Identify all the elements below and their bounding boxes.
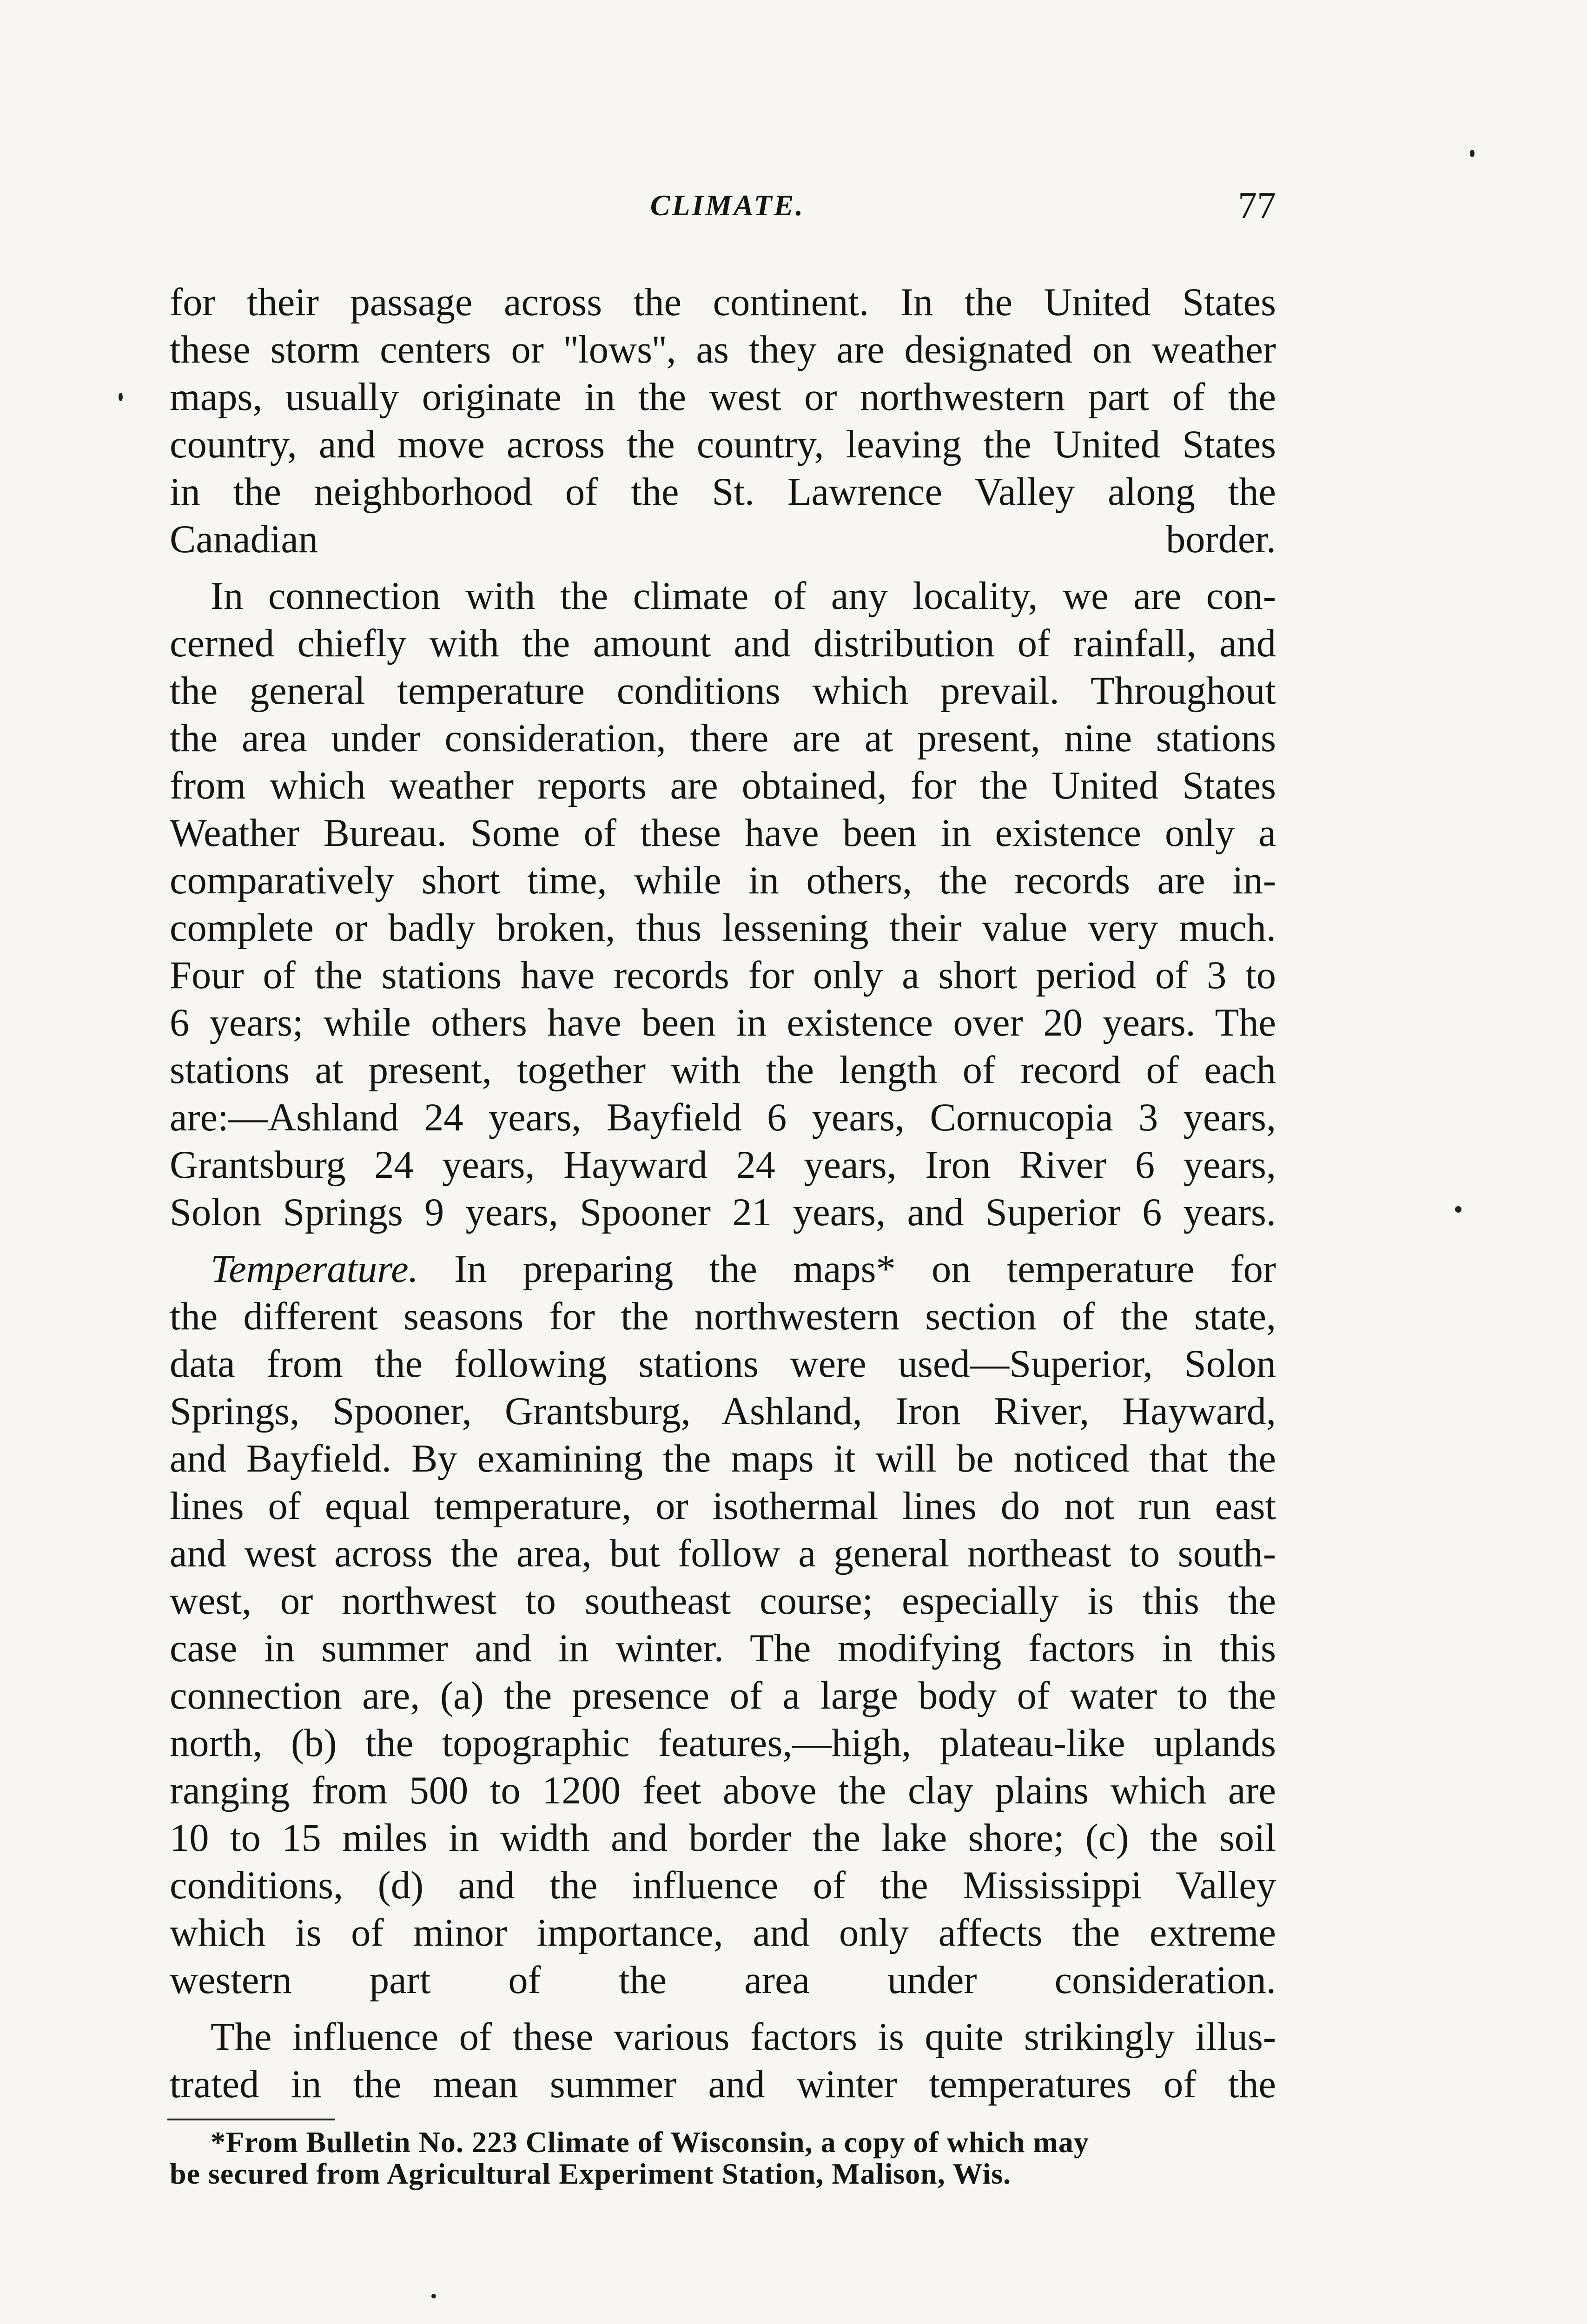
- text-line: connection are, (a) the presence of a large body of water to the: [170, 1674, 1276, 1717]
- paragraph-1: [170, 279, 1276, 563]
- text-line: from which weather reports are obtained, for the United States: [170, 764, 1276, 807]
- text-line: and west across the area, but follow a general northeast to south-: [170, 1532, 1276, 1575]
- text-line: The influence of these various factors is quite strikingly illus-: [211, 2015, 1276, 2059]
- text-line: Grantsburg 24 years, Hayward 24 years, Iron River 6 years,: [170, 1143, 1276, 1187]
- page-number: 77: [1238, 184, 1276, 226]
- text-line: data from the following stations were used—Superior, Solon: [170, 1342, 1276, 1386]
- text-line: are:—Ashland 24 years, Bayfield 6 years, Cornucopia 3 years,: [170, 1096, 1276, 1139]
- body-text: [170, 279, 1276, 2108]
- paragraph-4: [170, 2014, 1276, 2108]
- text-line: west, or northwest to southeast course; especially is this the: [170, 1579, 1276, 1623]
- text-line: the different seasons for the northwestern section of the state,: [170, 1295, 1276, 1338]
- text-line: the area under consideration, there are at present, nine stations: [170, 717, 1276, 760]
- text-line: stations at present, together with the length of record of each: [170, 1049, 1276, 1092]
- text-line: lines of equal temperature, or isothermal lines do not run east: [170, 1485, 1276, 1528]
- footnote-rule: [167, 2119, 335, 2120]
- text-line: the general temperature conditions which prevail. Throughout: [170, 669, 1276, 713]
- text-line: which is of minor importance, and only affects the extreme: [170, 1911, 1276, 1954]
- text-line: country, and move across the country, leaving the United States: [170, 423, 1276, 466]
- print-speck: [1470, 150, 1475, 157]
- text-line: maps, usually originate in the west or northwestern part of the: [170, 376, 1276, 419]
- text-line: Four of the stations have records for only a short period of 3 to: [170, 954, 1276, 997]
- text-line: cerned chiefly with the amount and distribution of rainfall, and: [170, 622, 1276, 665]
- footnote-line: *From Bulletin No. 223 Climate of Wisconsin, a copy of which may: [211, 2126, 1089, 2159]
- paragraph-2: [170, 573, 1276, 1236]
- text-line: western part of the area under consideration.: [170, 1959, 1276, 2002]
- text-line: trated in the mean summer and winter temperatures of the: [170, 2063, 1276, 2106]
- page-header: [170, 184, 1285, 239]
- text-line: 6 years; while others have been in existence over 20 years. The: [170, 1001, 1276, 1044]
- text-line: [170, 1246, 1276, 1293]
- footnote: [170, 2126, 1276, 2190]
- text-line: and Bayfield. By examining the maps it will be noticed that the: [170, 1437, 1276, 1480]
- footnote-line: be secured from Agricultural Experiment Station, Malison, Wis.: [170, 2157, 1012, 2190]
- text-line-rest: In preparing the maps* on temperature for: [418, 1248, 1276, 1291]
- text-line: for their passage across the continent. In the United States: [170, 281, 1276, 324]
- print-speck: [1455, 1206, 1461, 1213]
- text-line: these storm centers or ''lows'', as they are designated on weather: [170, 328, 1276, 371]
- text-line: Canadian border.: [170, 518, 1276, 561]
- text-line: comparatively short time, while in others, the records are in-: [170, 859, 1276, 902]
- text-line: conditions, (d) and the influence of the Mississippi Valley: [170, 1864, 1276, 1907]
- text-line: Springs, Spooner, Grantsburg, Ashland, Iron River, Hayward,: [170, 1390, 1276, 1433]
- text-line: Solon Springs 9 years, Spooner 21 years, and Superior 6 years.: [170, 1191, 1276, 1234]
- print-speck: [431, 2294, 436, 2298]
- text-line: north, (b) the topographic features,—high, plateau-like uplands: [170, 1722, 1276, 1765]
- text-line: ranging from 500 to 1200 feet above the clay plains which are: [170, 1769, 1276, 1812]
- section-lead-temperature: Temperature.: [211, 1248, 418, 1291]
- text-line: 10 to 15 miles in width and border the lake shore; (c) the soil: [170, 1816, 1276, 1860]
- text-line: case in summer and in winter. The modifying factors in this: [170, 1627, 1276, 1670]
- print-speck: [119, 393, 123, 401]
- text-line: in the neighborhood of the St. Lawrence Valley along the: [170, 470, 1276, 514]
- text-line: complete or badly broken, thus lessening their value very much.: [170, 906, 1276, 950]
- running-title: CLIMATE.: [650, 189, 805, 222]
- text-line: In connection with the climate of any locality, we are con-: [211, 574, 1276, 618]
- text-line: Weather Bureau. Some of these have been in existence only a: [170, 812, 1276, 855]
- paragraph-3: [170, 1246, 1276, 2004]
